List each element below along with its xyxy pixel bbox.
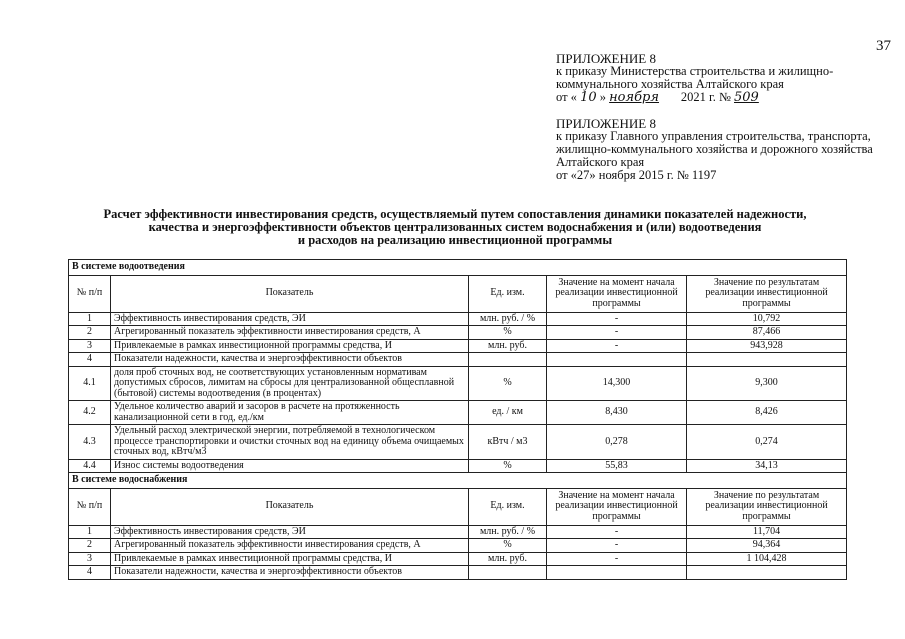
row-number: 4: [69, 353, 111, 367]
appendix-date: [556, 91, 833, 104]
section-title: В системе водоснабжения: [69, 473, 847, 489]
efficiency-table: [68, 259, 847, 580]
appendix-block-original: [556, 117, 873, 182]
row-unit: %: [469, 326, 547, 340]
row-value-result: 0,274: [687, 425, 847, 460]
row-unit: [469, 566, 547, 580]
row-value-result: [687, 353, 847, 367]
column-header: Ед. изм.: [469, 488, 547, 525]
title-line: качества и энергоэффективности объектов централизованных систем водоснабжения и (или) водоотведения: [148, 220, 762, 234]
row-indicator: Удельное количество аварий и засоров в расчете на протяженность канализационной сети в год, ед./км: [111, 401, 469, 425]
row-value-start: -: [547, 552, 687, 566]
date-mid: »: [599, 90, 606, 104]
row-indicator: Привлекаемые в рамках инвестиционной программы средства, И: [111, 552, 469, 566]
row-indicator: Показатели надежности, качества и энергоэффективности объектов: [111, 353, 469, 367]
row-value-result: 11,704: [687, 525, 847, 539]
row-value-result: [687, 566, 847, 580]
row-value-result: 10,792: [687, 312, 847, 326]
row-unit: %: [469, 459, 547, 473]
section-header-row: [69, 260, 847, 276]
row-number: 2: [69, 539, 111, 553]
row-indicator: Износ системы водоотведения: [111, 459, 469, 473]
appendix-title: ПРИЛОЖЕНИЕ 8: [556, 51, 656, 66]
title-line: Расчет эффективности инвестирования средств, осуществляемый путем сопоставления динамики показателей надежности,: [103, 207, 807, 221]
column-header: Значение по результатам реализации инвестиционной программы: [687, 275, 847, 312]
column-header: Показатель: [111, 488, 469, 525]
column-header: Значение на момент начала реализации инвестиционной программы: [547, 488, 687, 525]
table-row: [69, 326, 847, 340]
row-unit: млн. руб. / %: [469, 312, 547, 326]
row-unit: %: [469, 539, 547, 553]
row-value-start: -: [547, 525, 687, 539]
title-line: и расходов на реализацию инвестиционной программы: [297, 233, 613, 247]
row-value-start: -: [547, 339, 687, 353]
document-title: [60, 208, 850, 247]
row-number: 3: [69, 552, 111, 566]
row-number: 4.2: [69, 401, 111, 425]
row-indicator: Агрегированный показатель эффективности инвестирования средств, А: [111, 326, 469, 340]
row-number: 3: [69, 339, 111, 353]
column-header-row: [69, 275, 847, 312]
row-number: 4.3: [69, 425, 111, 460]
row-value-result: 9,300: [687, 366, 847, 401]
row-value-start: -: [547, 312, 687, 326]
row-value-result: 1 104,428: [687, 552, 847, 566]
row-unit: [469, 353, 547, 367]
column-header: Значение по результатам реализации инвестиционной программы: [687, 488, 847, 525]
row-indicator: доля проб сточных вод, не соответствующих установленным нормативам допустимых сбросов, лимитам на сбросы для централизованной общесплавной (бытовой) системы водоотведения (в процентах): [111, 366, 469, 401]
appendix-line: Алтайского края: [556, 155, 645, 169]
handwritten-day: 10: [580, 90, 597, 105]
row-indicator: Показатели надежности, качества и энергоэффективности объектов: [111, 566, 469, 580]
row-indicator: Агрегированный показатель эффективности инвестирования средств, А: [111, 539, 469, 553]
row-value-start: 8,430: [547, 401, 687, 425]
row-value-start: [547, 566, 687, 580]
row-value-result: 87,466: [687, 326, 847, 340]
appendix-line: от «27» ноября 2015 г. № 1197: [556, 168, 717, 182]
row-value-result: 94,364: [687, 539, 847, 553]
row-unit: %: [469, 366, 547, 401]
row-number: 4.4: [69, 459, 111, 473]
row-value-start: 55,83: [547, 459, 687, 473]
appendix-block-current: [556, 52, 833, 104]
table-row: [69, 401, 847, 425]
page-number: 37: [876, 38, 891, 54]
table-row: [69, 525, 847, 539]
table-row: [69, 459, 847, 473]
table-row: [69, 312, 847, 326]
table-row: [69, 425, 847, 460]
table-row: [69, 539, 847, 553]
appendix-line: к приказу Министерства строительства и жилищно-: [556, 64, 834, 78]
row-indicator: Эффективность инвестирования средств, ЭИ: [111, 525, 469, 539]
column-header-row: [69, 488, 847, 525]
column-header: Ед. изм.: [469, 275, 547, 312]
column-header: № п/п: [69, 488, 111, 525]
row-value-start: 14,300: [547, 366, 687, 401]
appendix-line: жилищно-коммунального хозяйства и дорожного хозяйства: [556, 142, 873, 156]
row-number: 2: [69, 326, 111, 340]
table-row: [69, 339, 847, 353]
table-row: [69, 566, 847, 580]
appendix-line: к приказу Главного управления строительства, транспорта,: [556, 129, 871, 143]
appendix-title: ПРИЛОЖЕНИЕ 8: [556, 116, 656, 131]
table-row: [69, 552, 847, 566]
handwritten-month: ноября: [609, 90, 659, 105]
column-header: Значение на момент начала реализации инвестиционной программы: [547, 275, 687, 312]
column-header: № п/п: [69, 275, 111, 312]
year-text: 2021 г. №: [680, 90, 731, 104]
row-number: 1: [69, 312, 111, 326]
handwritten-number: 509: [734, 90, 759, 105]
row-indicator: Удельный расход электрической энергии, потребляемой в технологическом процессе транспортировки и очистки сточных вод на единицу объема очищаемых сточных вод, кВтч/м3: [111, 425, 469, 460]
section-header-row: [69, 473, 847, 489]
row-value-result: 34,13: [687, 459, 847, 473]
row-unit: кВтч / м3: [469, 425, 547, 460]
appendix-line: коммунального хозяйства Алтайского края: [556, 77, 784, 91]
row-value-start: 0,278: [547, 425, 687, 460]
row-number: 1: [69, 525, 111, 539]
row-number: 4.1: [69, 366, 111, 401]
row-value-start: -: [547, 326, 687, 340]
row-number: 4: [69, 566, 111, 580]
row-indicator: Эффективность инвестирования средств, ЭИ: [111, 312, 469, 326]
table-row: [69, 353, 847, 367]
section-title: В системе водоотведения: [69, 260, 847, 276]
column-header: Показатель: [111, 275, 469, 312]
row-unit: млн. руб. / %: [469, 525, 547, 539]
row-value-result: 8,426: [687, 401, 847, 425]
row-value-start: [547, 353, 687, 367]
row-unit: млн. руб.: [469, 339, 547, 353]
row-indicator: Привлекаемые в рамках инвестиционной программы средства, И: [111, 339, 469, 353]
table-row: [69, 366, 847, 401]
row-unit: млн. руб.: [469, 552, 547, 566]
date-prefix: от «: [556, 90, 577, 104]
row-value-start: -: [547, 539, 687, 553]
row-unit: ед. / км: [469, 401, 547, 425]
row-value-result: 943,928: [687, 339, 847, 353]
